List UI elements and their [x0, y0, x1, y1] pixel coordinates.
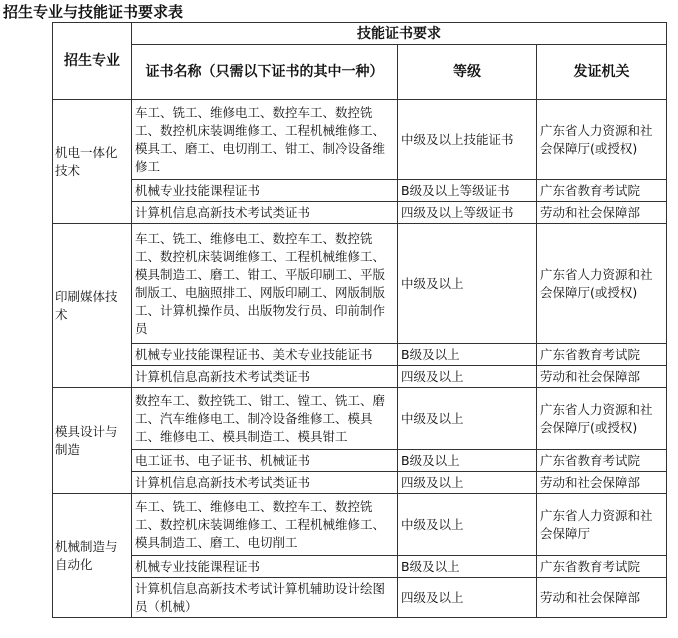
cert-cell: 数控车工、数控铣工、钳工、镗工、铣工、磨工、汽车维修电工、制冷设备维修工、模具工、维修电工、模具制造工、模具钳工 — [132, 388, 398, 450]
level-cell: 四级及以上 — [398, 578, 537, 618]
header-major: 招生专业 — [53, 23, 132, 100]
cert-cell: 电工证书、电子证书、机械证书 — [132, 450, 398, 472]
major-cell: 机电一体化技术 — [53, 100, 132, 224]
issuer-cell: 劳动和社会保障部 — [537, 472, 667, 494]
cert-cell: 车工、铣工、维修电工、数控车工、数控铣工、数控机床装调维修工、工程机械维修工、模具制造工、磨工、电切削工 — [132, 494, 398, 556]
header-cert-name: 证书名称（只需以下证书的其中一种） — [132, 45, 398, 100]
level-cell: 中级及以上 — [398, 388, 537, 450]
cert-cell: 计算机信息高新技术考试类证书 — [132, 202, 398, 224]
cert-cell: 计算机信息高新技术考试计算机辅助设计绘图员（机械） — [132, 578, 398, 618]
issuer-cell: 广东省人力资源和社会保障厅(或授权) — [537, 388, 667, 450]
header-group: 技能证书要求 — [132, 23, 667, 45]
requirements-table — [52, 22, 667, 618]
page-title: 招生专业与技能证书要求表 — [3, 3, 184, 21]
major-cell: 模具设计与制造 — [53, 388, 132, 494]
issuer-cell: 广东省教育考试院 — [537, 556, 667, 578]
cert-cell: 机械专业技能课程证书 — [132, 180, 398, 202]
cert-cell: 机械专业技能课程证书 — [132, 556, 398, 578]
issuer-cell: 劳动和社会保障部 — [537, 578, 667, 618]
header-level: 等级 — [398, 45, 537, 100]
level-cell: 四级及以上等级证书 — [398, 202, 537, 224]
level-cell: B级及以上 — [398, 556, 537, 578]
issuer-cell: 劳动和社会保障部 — [537, 366, 667, 388]
major-cell: 印刷媒体技术 — [53, 224, 132, 388]
level-cell: 四级及以上 — [398, 366, 537, 388]
cert-cell: 车工、铣工、维修电工、数控车工、数控铣工、数控机床装调维修工、工程机械维修工、模具制造工、磨工、钳工、平版印刷工、平版制版工、电脑照排工、网版印刷工、网版制版工、计算机操作员、出版物发行员、印前制作员 — [132, 224, 398, 344]
cert-cell: 车工、铣工、维修电工、数控车工、数控铣工、数控机床装调维修工、工程机械维修工、模具工、磨工、电切削工、钳工、制冷设备维修工 — [132, 100, 398, 180]
level-cell: 中级及以上技能证书 — [398, 100, 537, 180]
level-cell: 中级及以上 — [398, 494, 537, 556]
issuer-cell: 劳动和社会保障部 — [537, 202, 667, 224]
level-cell: B级及以上等级证书 — [398, 180, 537, 202]
issuer-cell: 广东省人力资源和社会保障厅 — [537, 494, 667, 556]
issuer-cell: 广东省教育考试院 — [537, 344, 667, 366]
issuer-cell: 广东省教育考试院 — [537, 450, 667, 472]
header-issuer: 发证机关 — [537, 45, 667, 100]
cert-cell: 机械专业技能课程证书、美术专业技能证书 — [132, 344, 398, 366]
level-cell: 四级及以上 — [398, 472, 537, 494]
issuer-cell: 广东省人力资源和社会保障厅(或授权) — [537, 100, 667, 180]
cert-cell: 计算机信息高新技术考试类证书 — [132, 472, 398, 494]
major-cell: 机械制造与自动化 — [53, 494, 132, 618]
level-cell: 中级及以上 — [398, 224, 537, 344]
level-cell: B级及以上 — [398, 450, 537, 472]
level-cell: B级及以上 — [398, 344, 537, 366]
cert-cell: 计算机信息高新技术考试类证书 — [132, 366, 398, 388]
issuer-cell: 广东省教育考试院 — [537, 180, 667, 202]
issuer-cell: 广东省人力资源和社会保障厅(或授权) — [537, 224, 667, 344]
